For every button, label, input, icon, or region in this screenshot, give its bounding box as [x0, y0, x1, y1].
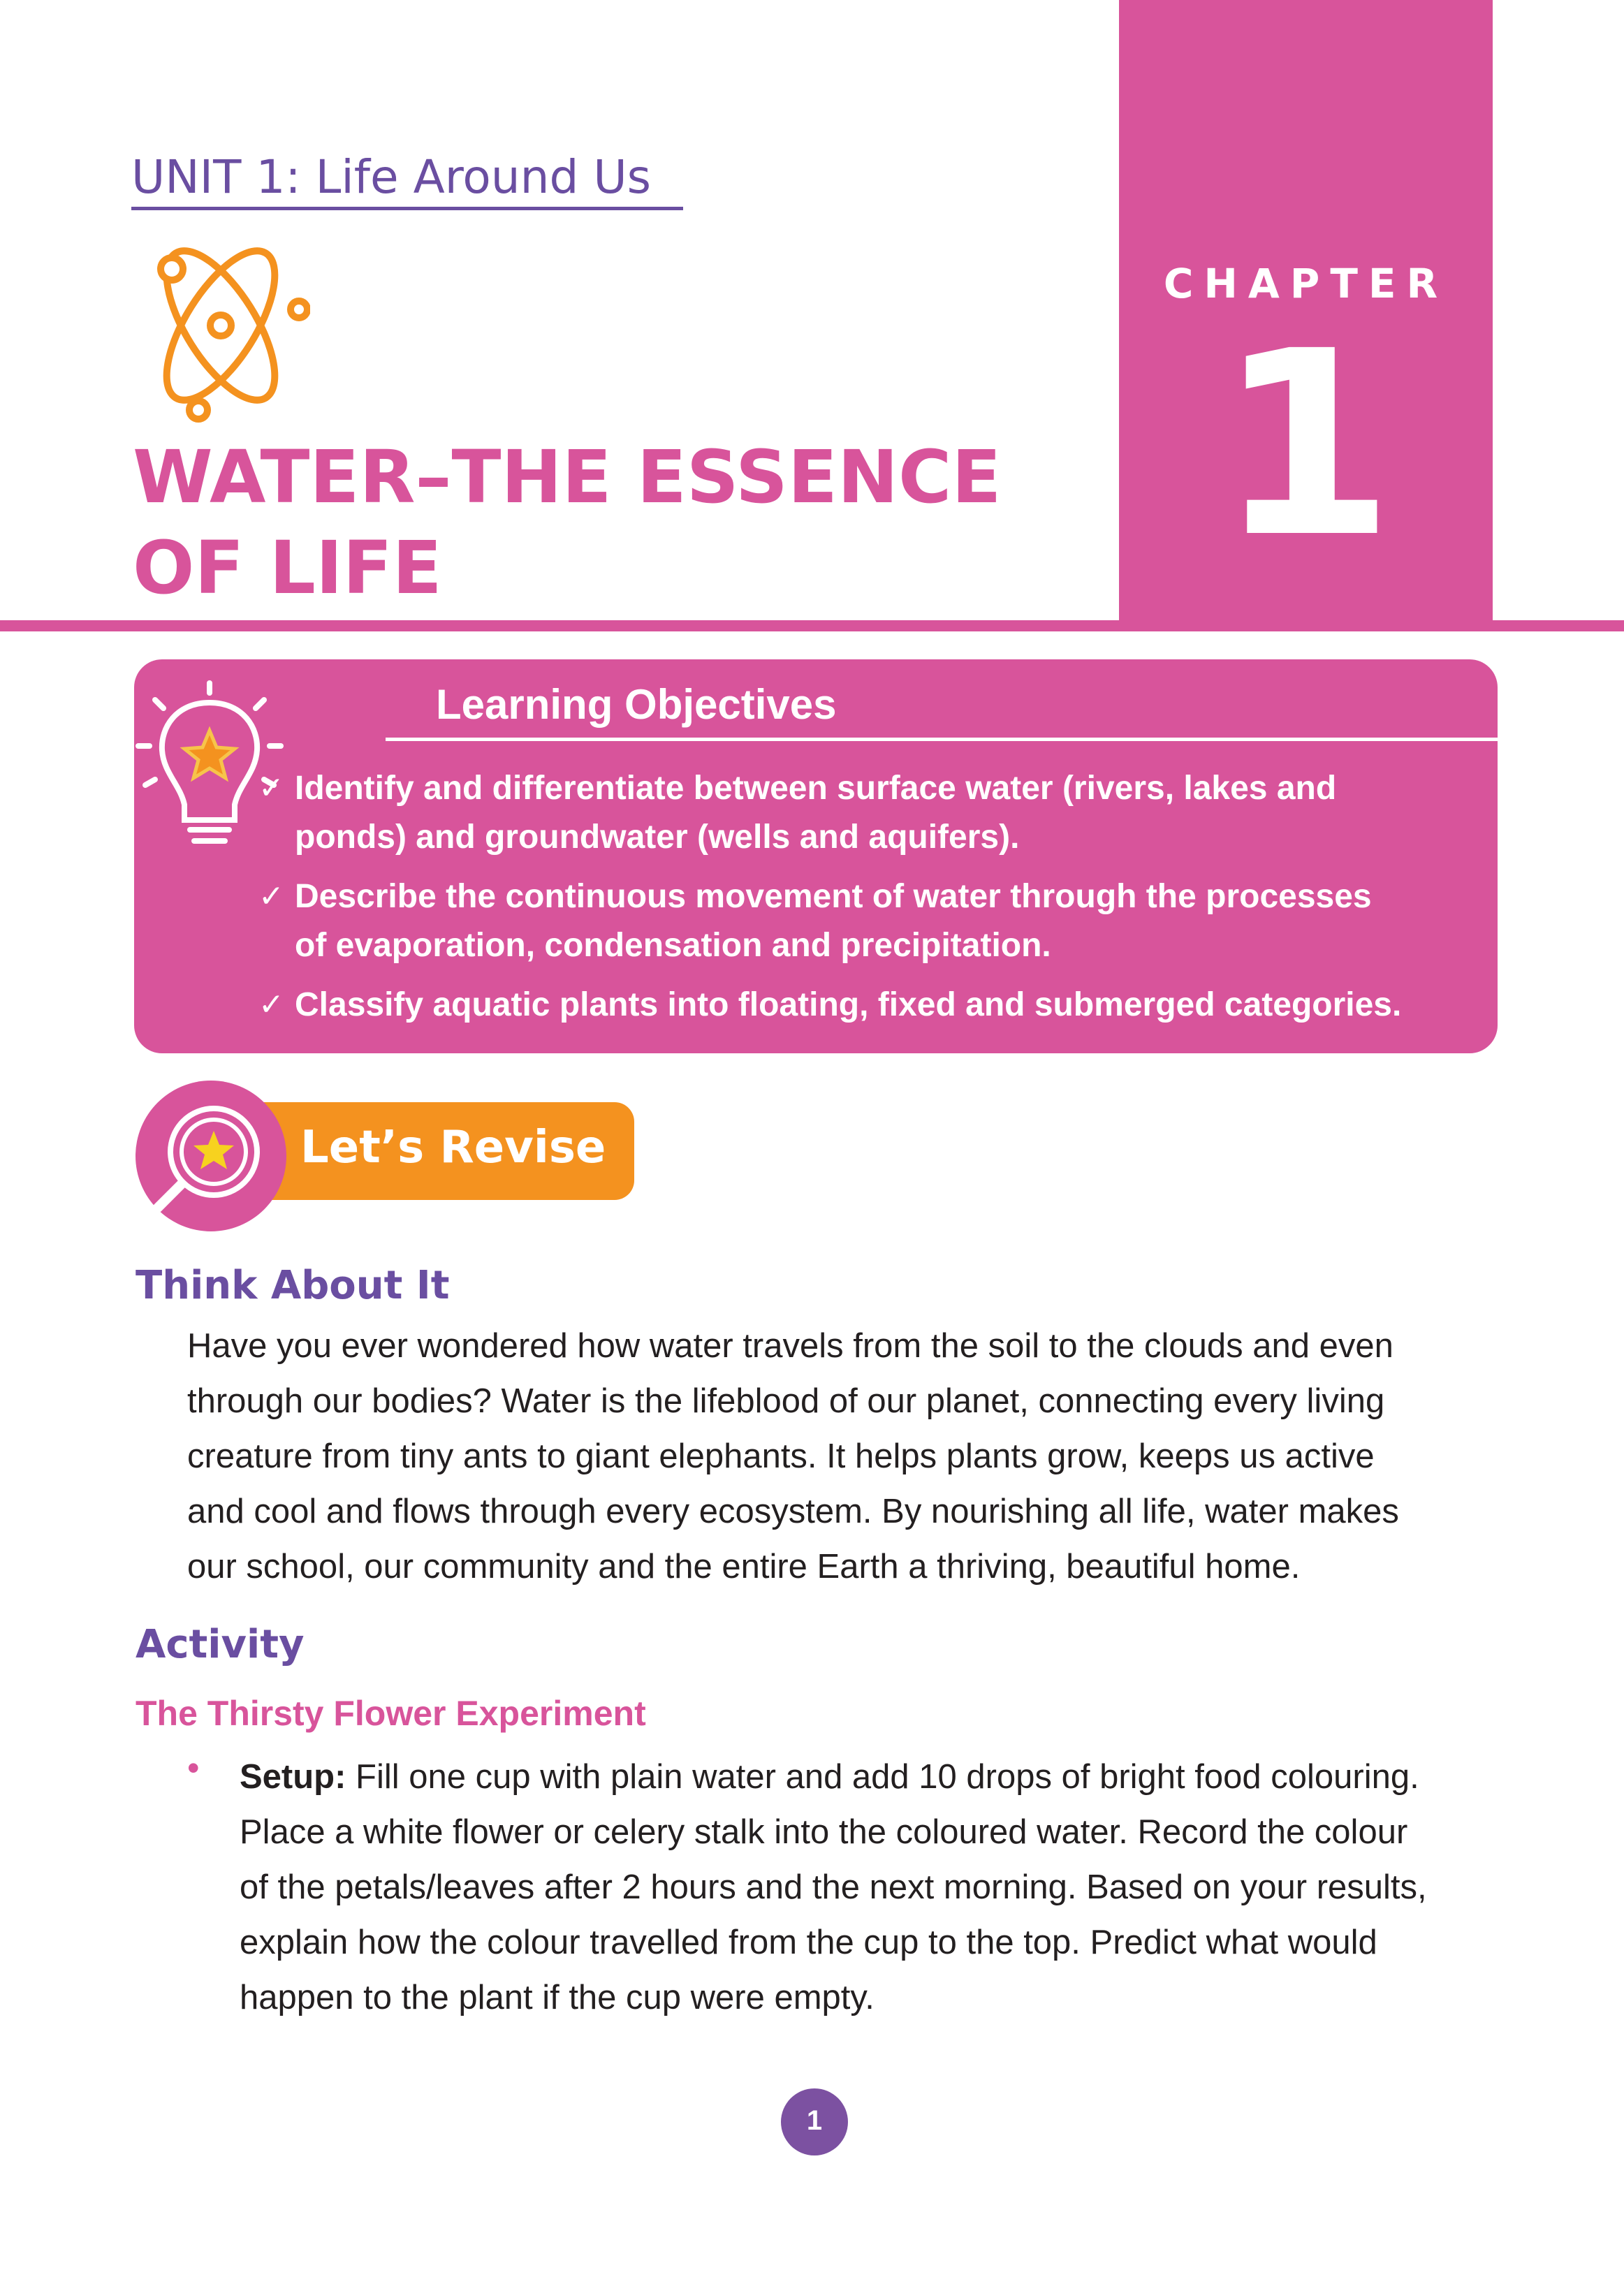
chapter-title-line: OF LIFE: [133, 525, 442, 610]
objective-text: of evaporation, condensation and precipitation.: [295, 927, 1051, 964]
lets-revise-banner: [231, 1102, 634, 1200]
chapter-tab: [1119, 0, 1493, 623]
paragraph-line: [240, 1750, 1497, 1805]
magnifier-star-icon: [134, 1079, 288, 1233]
learning-objectives-box: [134, 659, 1498, 1053]
paragraph-line: and cool and flows through every ecosystem. By nourishing all life, water makes: [187, 1493, 1399, 1530]
setup-label: Setup:: [240, 1758, 346, 1796]
objectives-title: Learning Objectives: [436, 681, 837, 728]
bullet-icon: •: [187, 1748, 200, 1787]
header-divider: [0, 620, 1624, 631]
paragraph-line: of the petals/leaves after 2 hours and the next morning. Based on your results,: [240, 1868, 1427, 1906]
think-about-it-paragraph: [187, 1319, 1498, 1595]
check-icon: ✓: [258, 770, 284, 806]
chapter-title: [133, 432, 1001, 613]
paragraph-line: creature from tiny ants to giant elephants. It helps plants grow, keeps us active: [187, 1437, 1375, 1475]
paragraph-line: Place a white flower or celery stalk into the coloured water. Record the colour: [240, 1813, 1408, 1851]
lets-revise-label: Let’s Revise: [300, 1122, 606, 1173]
check-icon: ✓: [258, 879, 284, 914]
chapter-number: 1: [1217, 297, 1395, 594]
objective-item: [258, 981, 1447, 1030]
objective-text: Identify and differentiate between surface water (rivers, lakes and: [295, 770, 1337, 807]
objective-text: Classify aquatic plants into floating, fixed and submerged categories.: [295, 986, 1402, 1023]
check-icon: ✓: [258, 987, 284, 1023]
chapter-label: CHAPTER: [1163, 260, 1449, 307]
atom-icon: [131, 227, 310, 424]
page-number-badge: [781, 2088, 848, 2155]
chapter-title-line: WATER–THE ESSENCE: [133, 434, 1002, 520]
paragraph-line: through our bodies? Water is the lifeblood of our planet, connecting every living: [187, 1382, 1385, 1420]
think-about-it-heading: Think About It: [136, 1263, 450, 1308]
unit-underline: [131, 207, 683, 210]
activity-heading: Activity: [136, 1622, 305, 1667]
objectives-header: [386, 665, 1498, 741]
paragraph-line: Have you ever wondered how water travels from the soil to the clouds and even: [187, 1327, 1393, 1365]
objective-item: [258, 764, 1447, 862]
paragraph-line: happen to the plant if the cup were empty.: [240, 1979, 875, 2016]
setup-paragraph: [240, 1750, 1497, 2026]
objective-text: ponds) and groundwater (wells and aquifers).: [295, 819, 1020, 856]
paragraph-line: explain how the colour travelled from the cup to the top. Predict what would: [240, 1924, 1377, 1961]
page-number: 1: [806, 2105, 823, 2136]
setup-text: Fill one cup with plain water and add 10 drops of bright food colouring.: [346, 1758, 1419, 1796]
unit-title: UNIT 1: Life Around Us: [131, 150, 652, 204]
paragraph-line: our school, our community and the entire Earth a thriving, beautiful home.: [187, 1548, 1301, 1586]
objective-text: Describe the continuous movement of water through the processes: [295, 878, 1372, 915]
objective-item: [258, 872, 1447, 970]
experiment-title: The Thirsty Flower Experiment: [136, 1694, 646, 1733]
